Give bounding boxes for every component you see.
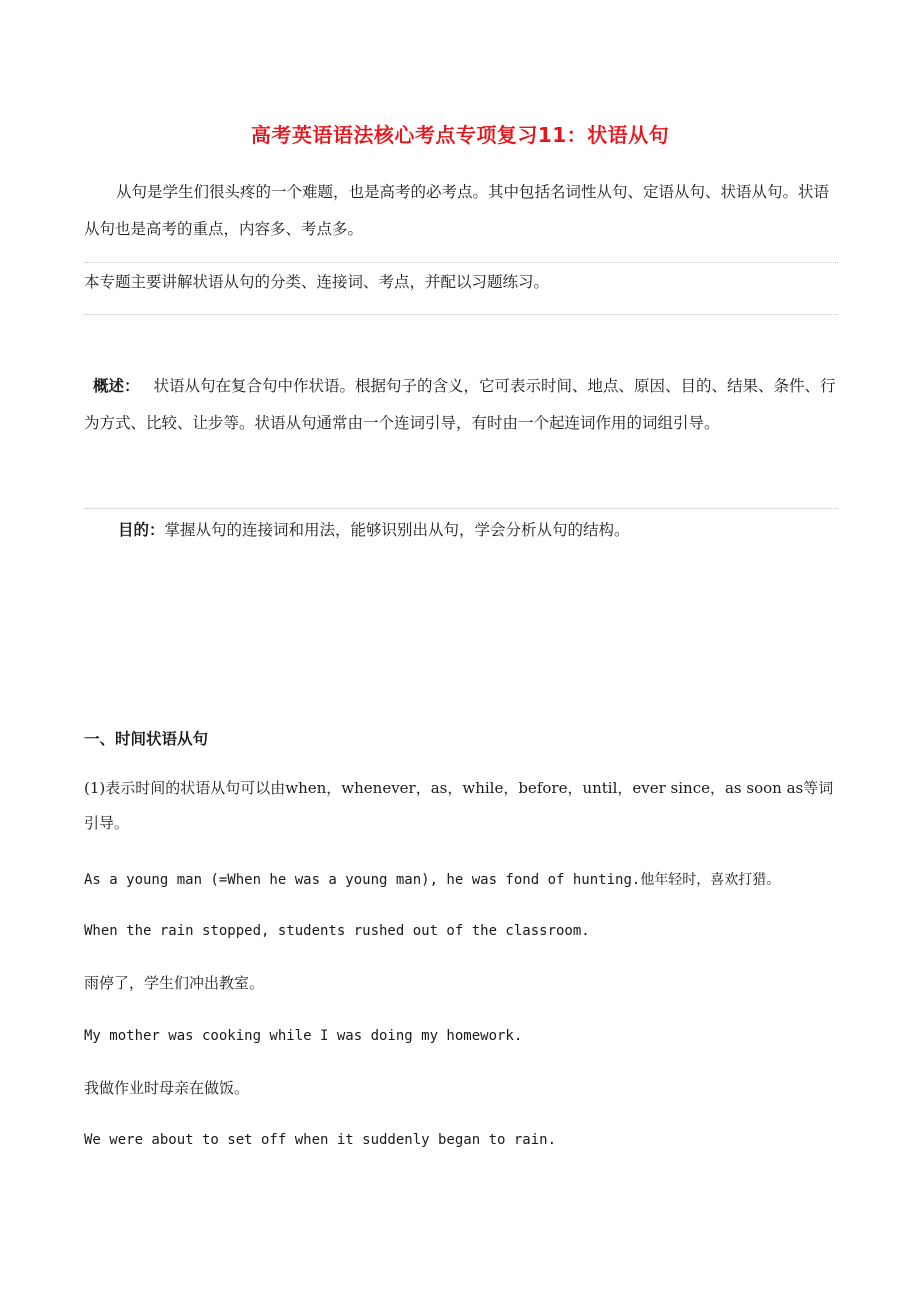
overview-label: 概述： [93, 377, 140, 395]
goal-text: 掌握从句的连接词和用法，能够识别出从句，学会分析从句的结构。 [164, 521, 630, 539]
goal-label: 目的： [118, 521, 165, 539]
example-sentence: My mother was cooking while I was doing my homework. [84, 1028, 523, 1044]
dotted-divider [84, 262, 838, 263]
intro-paragraph-1: 从句是学生们很头疼的一个难题，也是高考的必考点。其中包括名词性从句、定语从句、状语从句。状语从句也是高考的重点，内容多、考点多。 [84, 183, 830, 238]
intro-paragraph-2: 本专题主要讲解状语从句的分类、连接词、考点，并配以习题练习。 [84, 273, 550, 291]
example-sentence: We were about to set off when it suddenly began to rain. [84, 1132, 557, 1148]
example-sentence: When the rain stopped, students rushed out of the classroom. [84, 923, 590, 939]
overview-text: 状语从句在复合句中作状语。根据句子的含义，它可表示时间、地点、原因、目的、结果、条件、行为方式、比较、让步等。状语从句通常由一个连词引导，有时由一个起连词作用的词组引导。 [84, 377, 836, 432]
example-translation: 雨停了，学生们冲出教室。 [84, 974, 265, 992]
dotted-divider [84, 508, 838, 509]
example-sentence: As a young man (=When he was a young man), he was fond of hunting.他年轻时，喜欢打猎。 [84, 872, 781, 888]
overview-paragraph [84, 368, 836, 442]
example-translation: 我做作业时母亲在做饭。 [84, 1079, 250, 1097]
page-title: 高考英语语法核心考点专项复习11：状语从句 [250, 123, 670, 147]
dotted-divider [84, 314, 838, 315]
goal-paragraph [84, 512, 836, 549]
rule-paragraph: (1)表示时间的状语从句可以由when，whenever，as，while，before，until，ever since，as soon as等词引导。 [84, 779, 834, 832]
section-heading: 一、时间状语从句 [84, 730, 209, 748]
